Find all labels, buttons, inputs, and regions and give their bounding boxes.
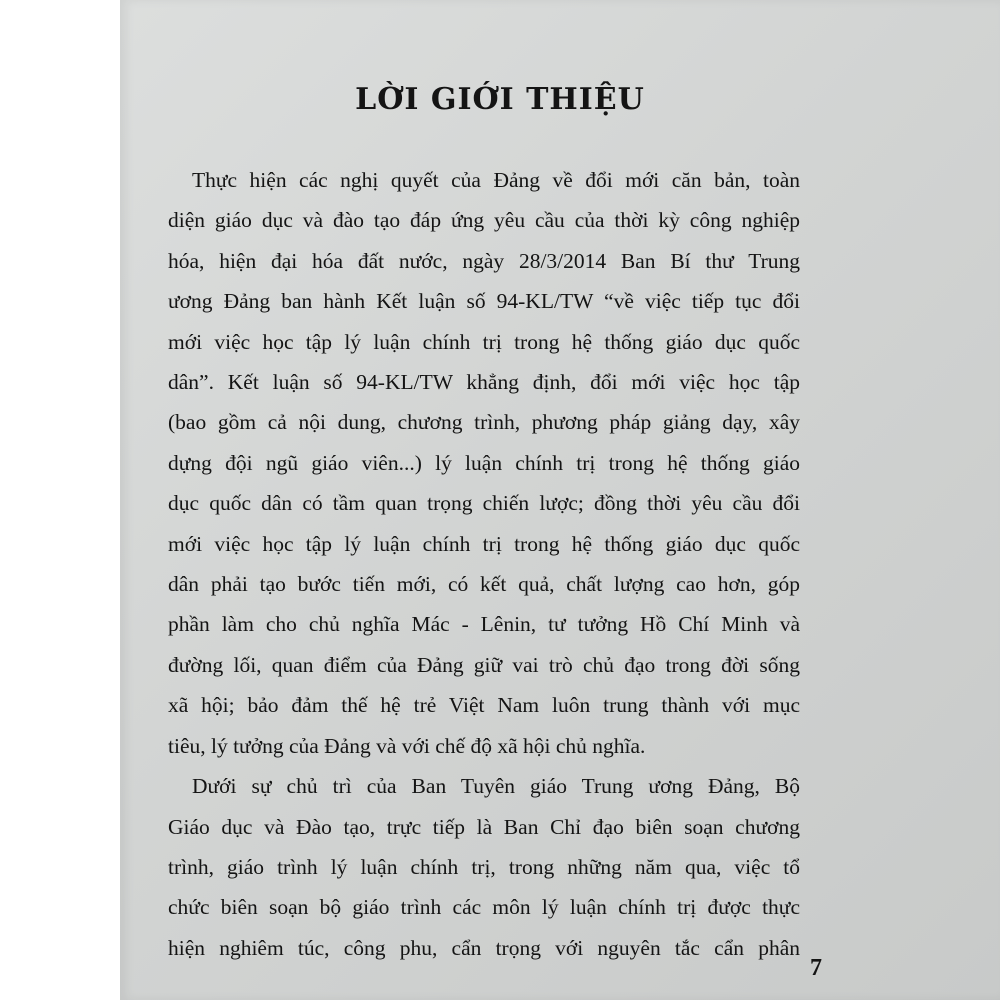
page-margin xyxy=(0,0,120,1000)
text-line: diện giáo dục và đào tạo đáp ứng yêu cầu của thời kỳ công nghiệp xyxy=(168,208,800,233)
body-text xyxy=(168,160,800,968)
text-line: trình, giáo trình lý luận chính trị, trong những năm qua, việc tổ xyxy=(168,854,800,879)
text-line: dân”. Kết luận số 94-KL/TW khẳng định, đổi mới việc học tập xyxy=(168,370,800,395)
text-line: ương Đảng ban hành Kết luận số 94-KL/TW “về việc tiếp tục đổi xyxy=(168,289,800,314)
text-line: mới việc học tập lý luận chính trị trong hệ thống giáo dục quốc xyxy=(168,531,800,556)
text-line: xã hội; bảo đảm thế hệ trẻ Việt Nam luôn trung thành với mục xyxy=(168,693,800,718)
text-line: chức biên soạn bộ giáo trình các môn lý luận chính trị được thực xyxy=(168,895,800,920)
page-number: 7 xyxy=(810,955,822,981)
text-line: tiêu, lý tưởng của Đảng và với chế độ xã hội chủ nghĩa. xyxy=(168,733,646,758)
text-line: Giáo dục và Đào tạo, trực tiếp là Ban Chỉ đạo biên soạn chương xyxy=(168,814,800,839)
text-line: phần làm cho chủ nghĩa Mác - Lênin, tư tưởng Hồ Chí Minh và xyxy=(168,612,800,637)
text-line: hóa, hiện đại hóa đất nước, ngày 28/3/2014 Ban Bí thư Trung xyxy=(168,248,800,273)
text-line: (bao gồm cả nội dung, chương trình, phương pháp giảng dạy, xây xyxy=(168,410,800,435)
text-line: hiện nghiêm túc, công phu, cẩn trọng với nguyên tắc cẩn phân xyxy=(168,935,800,960)
text-line: Thực hiện các nghị quyết của Đảng về đổi mới căn bản, toàn xyxy=(192,168,800,192)
page-title: LỜI GIỚI THIỆU xyxy=(355,82,645,118)
text-line: Dưới sự chủ trì của Ban Tuyên giáo Trung ương Đảng, Bộ xyxy=(192,774,800,799)
text-line: mới việc học tập lý luận chính trị trong hệ thống giáo dục quốc xyxy=(168,329,800,354)
text-line: dựng đội ngũ giáo viên...) lý luận chính trị trong hệ thống giáo xyxy=(168,450,800,475)
text-line: đường lối, quan điểm của Đảng giữ vai trò chủ đạo trong đời sống xyxy=(168,652,800,677)
text-line: dục quốc dân có tầm quan trọng chiến lược; đồng thời yêu cầu đổi xyxy=(168,491,800,516)
text-line: dân phải tạo bước tiến mới, có kết quả, chất lượng cao hơn, góp xyxy=(168,572,800,597)
